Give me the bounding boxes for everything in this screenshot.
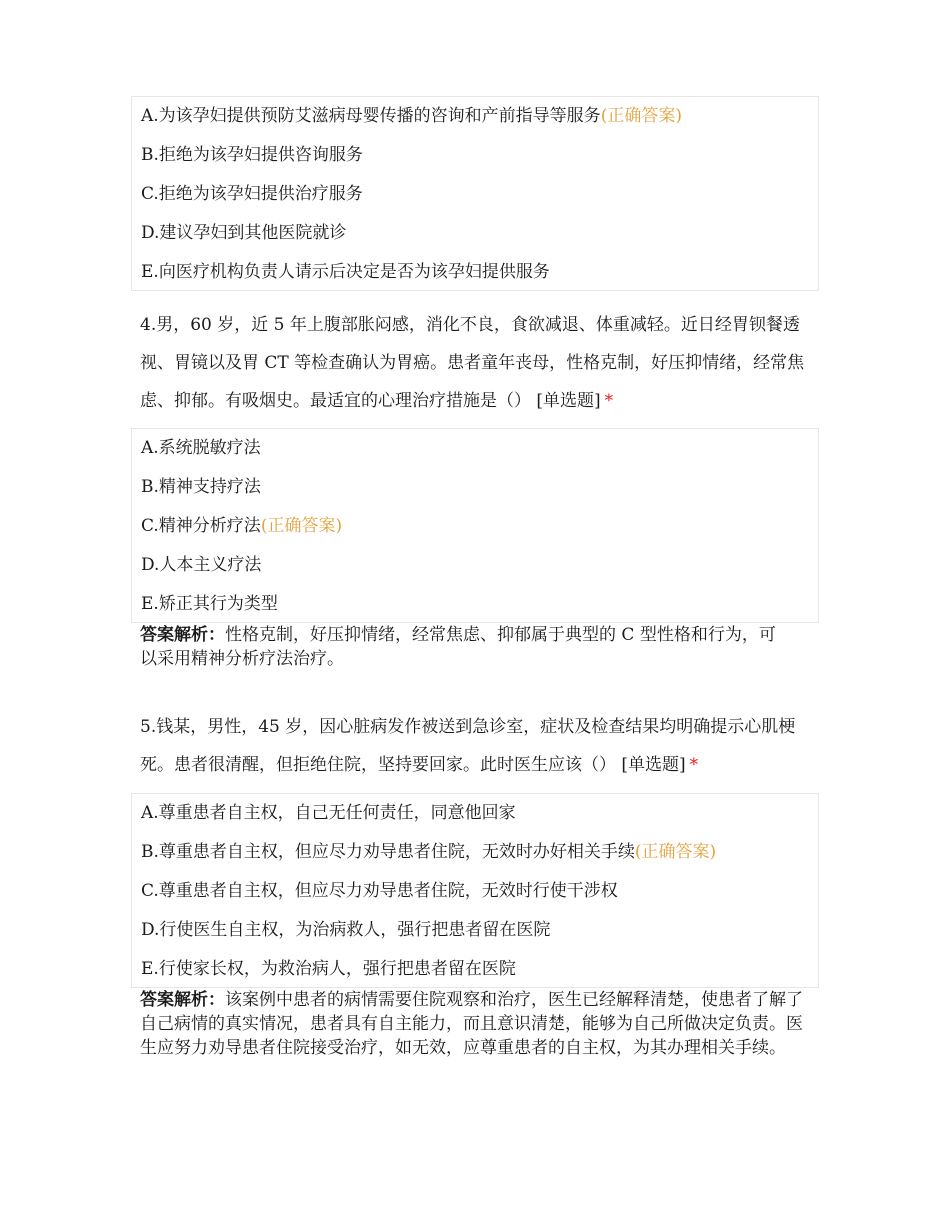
correct-answer-mark: (正确答案) xyxy=(634,842,717,862)
q5-option-e[interactable]: E.行使家长权，为救治病人，强行把患者留在医院 xyxy=(141,959,516,979)
q5-option-a[interactable]: A.尊重患者自主权，自己无任何责任，同意他回家 xyxy=(141,803,516,823)
q5-analysis xyxy=(131,988,819,1060)
analysis-text: 性格克制，好压抑情绪，经常焦虑、抑郁属于典型的 C 型性格和行为，可以采用精神分析疗法治疗。 xyxy=(140,625,776,669)
q4-options xyxy=(131,428,819,623)
analysis-label: 答案解析： xyxy=(140,990,225,1010)
q4-option-d[interactable]: D.人本主义疗法 xyxy=(141,555,262,575)
analysis-label: 答案解析： xyxy=(140,625,225,645)
correct-answer-mark: (正确答案) xyxy=(600,106,682,126)
q5-option-c[interactable]: C.尊重患者自主权，但应尽力劝导患者住院，无效时行使干涉权 xyxy=(141,881,618,901)
analysis-text: 该案例中患者的病情需要住院观察和治疗，医生已经解释清楚，使患者了解了自己病情的真实情况，患者具有自主能力，而且意识清楚，能够为自己所做决定负责。医生应努力劝导患者住院接受治疗，如无效，应尊重患者的自主权，为其办理相关手续。 xyxy=(140,990,803,1058)
correct-answer-mark: (正确答案) xyxy=(260,516,343,536)
q3-option-a[interactable]: A.为该孕妇提供预防艾滋病母婴传播的咨询和产前指导等服务(正确答案) xyxy=(141,106,682,126)
q5-option-d[interactable]: D.行使医生自主权，为治病救人，强行把患者留在医院 xyxy=(141,920,551,940)
q4-option-e[interactable]: E.矫正其行为类型 xyxy=(141,594,278,614)
q5-question-text: 5.钱某，男性，45 岁，因心脏病发作被送到急诊室，症状及检查结果均明确提示心肌梗死。患者很清醒，但拒绝住院，坚持要回家。此时医生应该（） [单选题] xyxy=(140,717,796,775)
q4-option-c[interactable]: C.精神分析疗法(正确答案) xyxy=(141,516,343,536)
q5-options xyxy=(131,793,819,988)
q3-options xyxy=(131,96,819,291)
q4-analysis xyxy=(131,623,819,671)
q5-option-b[interactable]: B.尊重患者自主权，但应尽力劝导患者住院，无效时办好相关手续(正确答案) xyxy=(141,842,717,862)
q3-option-d[interactable]: D.建议孕妇到其他医院就诊 xyxy=(141,223,347,243)
q3-option-c[interactable]: C.拒绝为该孕妇提供治疗服务 xyxy=(141,184,363,204)
q3-option-b[interactable]: B.拒绝为该孕妇提供咨询服务 xyxy=(141,145,363,165)
q5-question xyxy=(131,708,819,784)
q4-option-b[interactable]: B.精神支持疗法 xyxy=(141,477,261,497)
required-mark: * xyxy=(689,755,699,775)
required-mark: * xyxy=(604,391,614,411)
q4-question-text: 4.男，60 岁，近 5 年上腹部胀闷感，消化不良，食欲减退、体重减轻。近日经胃钡餐透视、胃镜以及胃 CT 等检查确认为胃癌。患者童年丧母，性格克制，好压抑情绪，经常焦虑、抑郁。有吸烟史。最适宜的心理治疗措施是（） [单选题] xyxy=(140,315,805,411)
q4-question xyxy=(131,306,819,420)
q3-option-e[interactable]: E.向医疗机构负责人请示后决定是否为该孕妇提供服务 xyxy=(141,262,550,282)
q4-option-a[interactable]: A.系统脱敏疗法 xyxy=(141,438,261,458)
quiz-page xyxy=(131,96,819,1060)
